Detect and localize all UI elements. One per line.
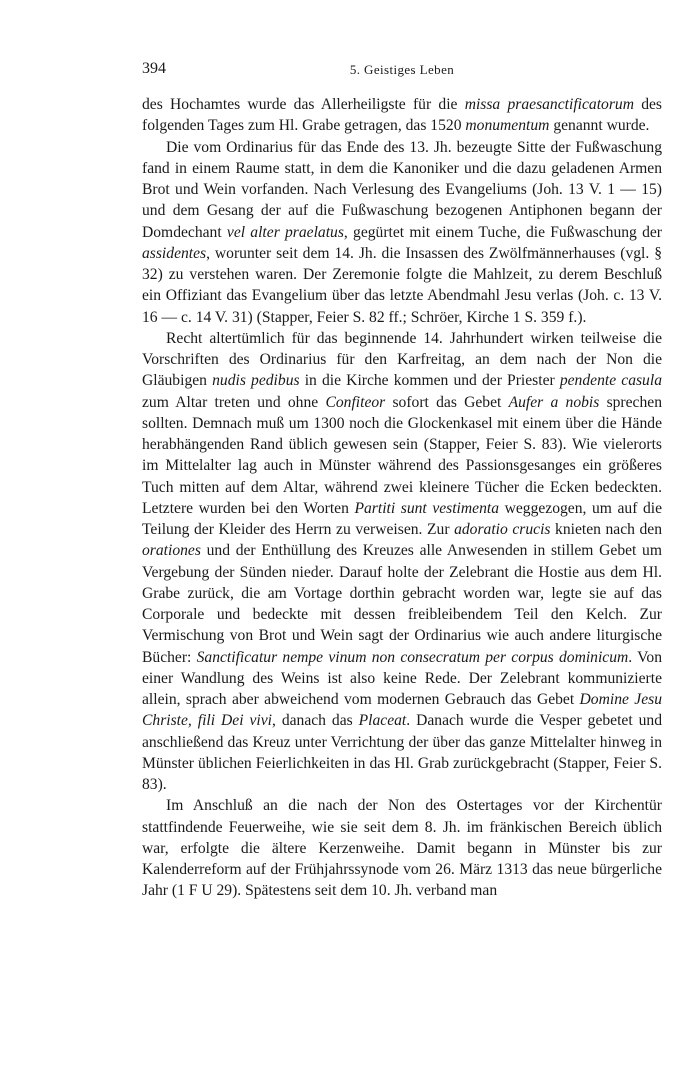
running-head: 5. Geistiges Leben [349, 62, 455, 77]
latin-term: pendente casula [559, 372, 662, 390]
text-run: des Hochamtes wurde das Allerheiligste für die [142, 96, 465, 113]
page-number: 394 [142, 60, 166, 77]
latin-term: nudis pedibus [212, 372, 300, 390]
text-run: sofort das Gebet [385, 393, 509, 411]
latin-term: missa praesanctificatorum [464, 96, 634, 113]
latin-term: Aufer a nobis [508, 393, 600, 411]
text-run: des folgenden Tages zum Hl. Grabe getragen, das 1520 [142, 96, 662, 135]
latin-term: monumentum [465, 117, 550, 135]
text-run: . Von einer Wandlung des Weins ist also keine Rede. Der Zelebrant kommunizierte allein, sprach aber abweichend vom modernen Gebrauch das Gebet [142, 648, 663, 708]
text-run: weggezogen, um auf die Teilung der Kleider des Herrn zu verweisen. Zur [142, 499, 663, 538]
text-run: Im Anschluß an die nach der Non des Ostertages vor der Kirchentür stattfindende Feuerweihe, wie sie seit dem 8. Jh. im fränkischen Bereich üblich war, erfolgte die ältere Kerzenweihe. Damit begann in Münster bis zur Kalenderreform auf der Frühjahrssynode vom 26. März 1313 das neue bürgerliche Jahr (1 F U 29). Spätestens seit dem 10. Jh. verband man [142, 797, 662, 900]
text-run: genannt wurde. [549, 117, 650, 135]
page-header [142, 60, 662, 80]
text-run: , worunter seit dem 14. Jh. die Insassen des Zwölfmännerhauses (vgl. § 32) zu verstehen waren. Der Zeremonie folgte die Mahlzeit, zu derem Beschluß ein Offiziant das Evangelium über das letzte Abendmahl Jesu verlas (Joh. c. 13 V. 16 — c. 14 V. 31) (Stapper, Feier S. 82 ff.; Schröer, Kirche 1 S. 359 f.). [142, 244, 662, 326]
text-run: . Danach wurde die Vesper gebetet und anschließend das Kreuz unter Verrichtung der über das ganze Mittelalter hinweg in Münster üblichen Feierlichkeiten in das Hl. Grab zurückgebracht (Stapper, Feier S. 83). [142, 712, 662, 793]
text-run: , danach das [271, 712, 359, 730]
text-run: zum Altar treten und ohne [142, 393, 326, 411]
body-text [142, 94, 662, 902]
latin-term: Placeat [358, 712, 407, 730]
latin-term: Confiteor [325, 393, 386, 411]
text-run: und der Enthüllung des Kreuzes alle Anwesenden in stillem Gebet um Vergebung der Sünden nieder. Darauf holte der Zelebrant die Hostie aus dem Hl. Grabe zurück, die am Vortage dorthin gebracht worden war, legte sie auf das Corporale und bedeckte mit dessen freibleibendem Teil den Kelch. Zur Vermischung von Brot und Wein sagt der Ordinarius wie auch andere liturgische Bücher: [142, 542, 662, 666]
paragraph [142, 137, 662, 328]
text-run: sprechen sollten. Demnach muß um 1300 noch die Glockenkasel mit einem über die Hände herabhängenden Rand üblich gewesen sein (Stapper, Feier S. 83). Wie vielerorts im Mittelalter lag auch in Münster während des Passionsgesanges ein größeres Tuch mitten auf dem Altar, während zwei kleinere Tücher die Ecken bedeckten. Letztere wurden bei den Worten [142, 393, 662, 517]
latin-term: adoratio crucis [454, 521, 551, 538]
text-run: Recht altertümlich für das beginnende 14. Jahrhundert wirken teilweise die Vorschriften des Ordinarius für den Karfreitag, an dem nach der Non die Gläubigen [142, 329, 662, 390]
text-run: , gegürtet mit einem Tuche, die Fußwaschung der [343, 223, 662, 241]
paragraph [142, 94, 662, 137]
paragraph [142, 328, 662, 796]
text-run: in die Kirche kommen und der Priester [299, 372, 560, 390]
text-run: Die vom Ordinarius für das Ende des 13. Jh. bezeugte Sitte der Fußwaschung fand in einem Raume statt, in dem die Kanoniker und die dazu geladenen Armen Brot und Wein vorfanden. Nach Verlesung des Evangeliums (Joh. 13 V. 1 — 15) und dem Gesang der auf die Fußwaschung bezogenen Antiphonen begann der Domdechant [142, 138, 662, 241]
latin-term: orationes [142, 542, 201, 560]
latin-term: Domine Jesu Christe, fili Dei vivi [142, 691, 662, 730]
text-run: knieten nach den [550, 521, 663, 538]
latin-term: Partiti sunt vestimenta [354, 499, 500, 517]
latin-term: assidentes [142, 244, 207, 262]
latin-term: vel alter praelatus [226, 223, 344, 241]
paragraph [142, 795, 662, 901]
latin-term: Sanctificatur nempe vinum non consecratum per corpus dominicum [196, 648, 629, 666]
